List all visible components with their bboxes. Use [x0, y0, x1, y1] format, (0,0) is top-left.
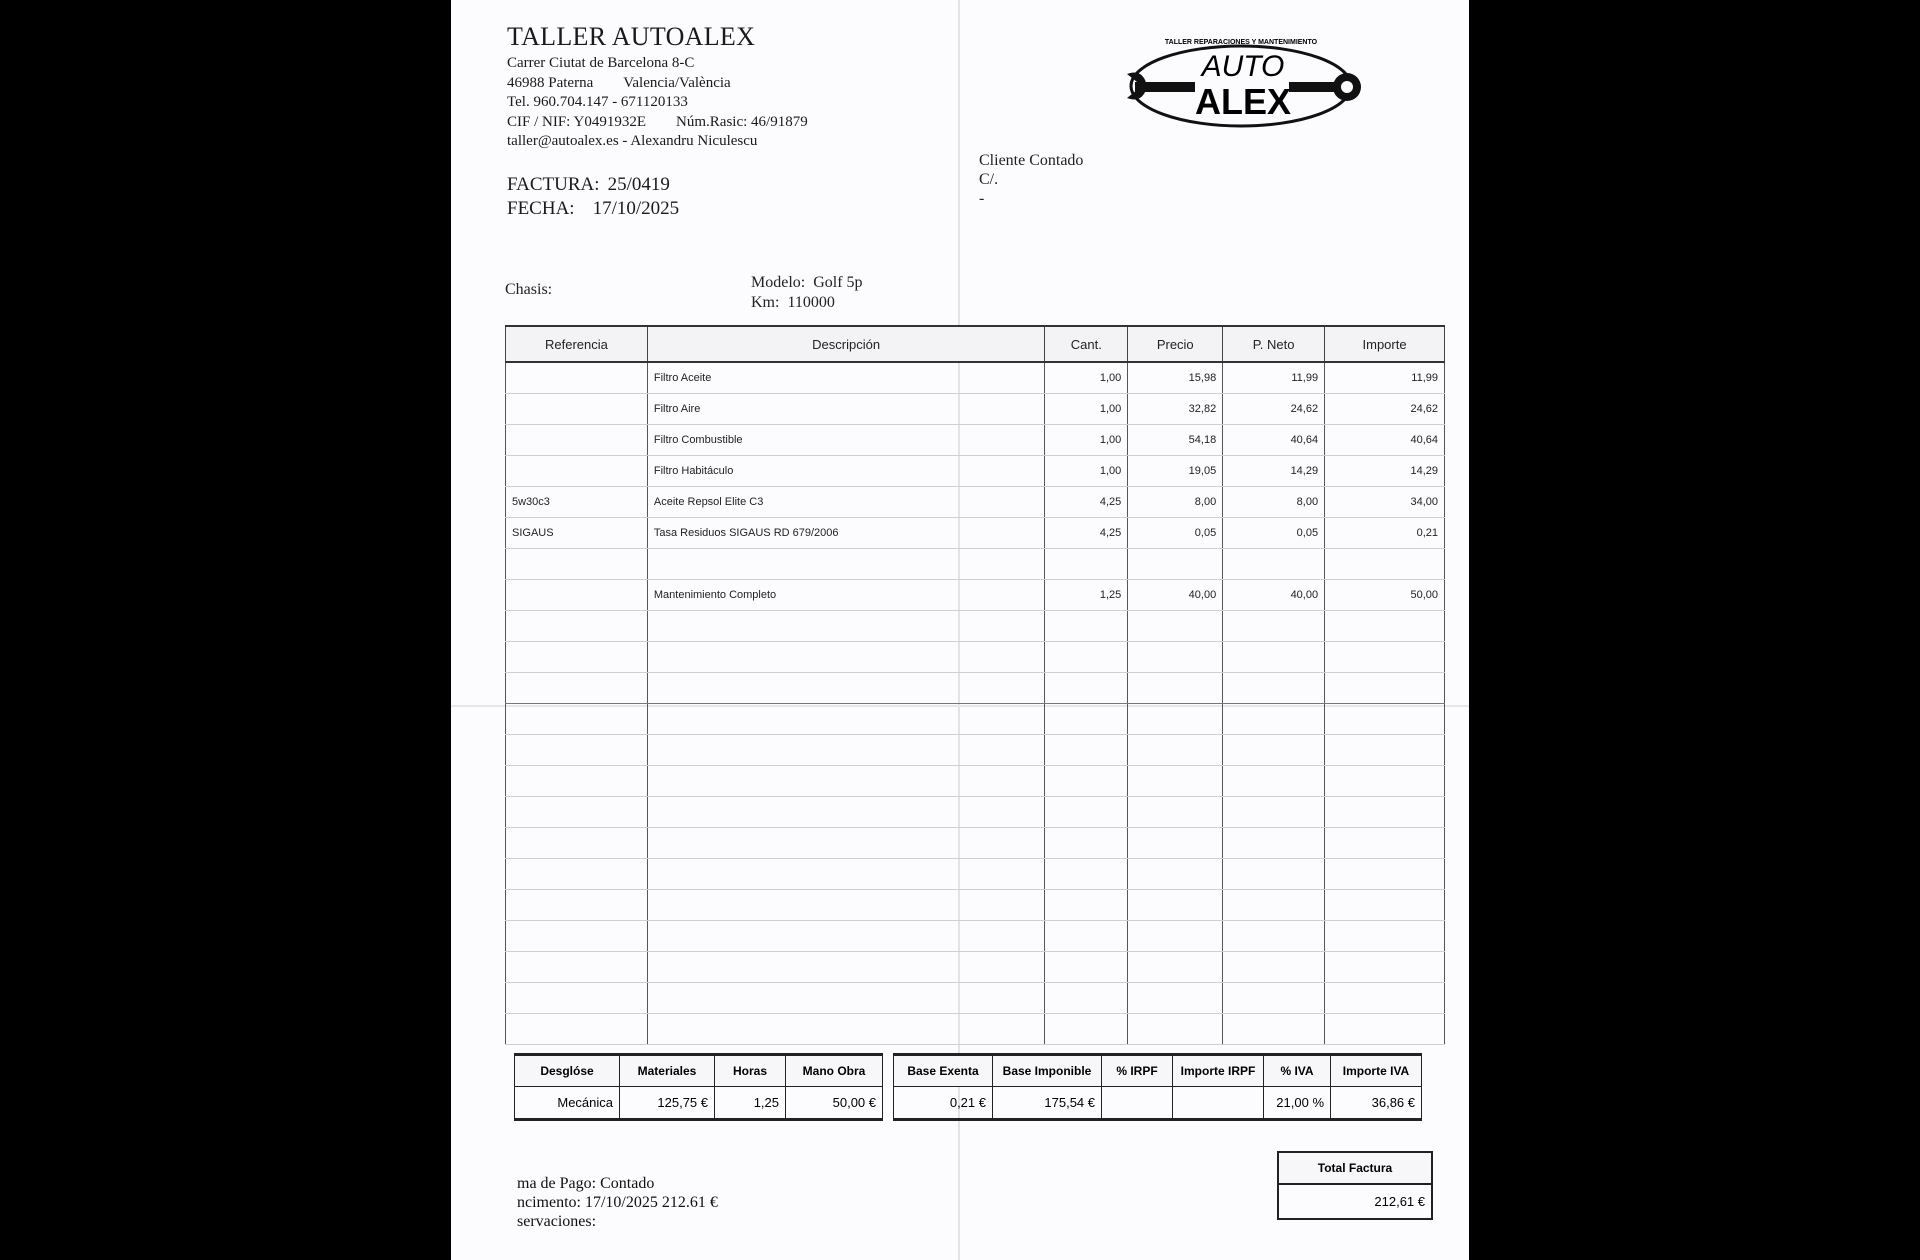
cell-desc — [647, 735, 1045, 766]
cell-cant: 1,25 — [1045, 580, 1128, 611]
base-exenta-header: Base Exenta — [894, 1055, 993, 1087]
company-name: TALLER AUTOALEX — [507, 22, 756, 51]
cell-p-neto: 24,62 — [1223, 394, 1325, 425]
cell-cant — [1045, 952, 1128, 983]
cell-p-neto — [1223, 704, 1325, 735]
cell-importe — [1325, 549, 1445, 580]
cell-precio: 0,05 — [1128, 518, 1223, 549]
factura-line — [507, 173, 679, 197]
client-name: Cliente Contado — [979, 152, 1084, 169]
table-row — [506, 828, 1445, 859]
chasis-label: Chasis: — [505, 281, 553, 298]
cell-ref — [506, 704, 648, 735]
irpf-amount-header: Importe IRPF — [1173, 1055, 1264, 1087]
cell-cant: 1,00 — [1045, 362, 1128, 394]
cell-desc — [647, 952, 1045, 983]
km-label: Km: — [751, 294, 780, 311]
iva-pct-value: 21,00 % — [1264, 1087, 1331, 1120]
cell-precio: 19,05 — [1128, 456, 1223, 487]
company-rasic: Núm.Rasic: 46/91879 — [676, 113, 808, 130]
company-contact: taller@autoalex.es - Alexandru Niculescu — [507, 133, 758, 149]
desglose-header: Desglóse — [515, 1055, 620, 1087]
cell-cant — [1045, 828, 1128, 859]
company-header — [507, 22, 808, 152]
client-block — [979, 151, 1083, 208]
table-row — [506, 704, 1445, 735]
iva-pct-header: % IVA — [1264, 1055, 1331, 1087]
cell-cant — [1045, 983, 1128, 1014]
cell-importe: 34,00 — [1325, 487, 1445, 518]
base-imponible-value: 175,54 € — [993, 1087, 1102, 1120]
table-row — [506, 549, 1445, 580]
cell-precio — [1128, 735, 1223, 766]
company-postal: 46988 Paterna — [507, 74, 594, 91]
cell-cant — [1045, 642, 1128, 673]
items-header-row — [506, 326, 1445, 362]
horas-value: 1,25 — [715, 1087, 786, 1120]
cell-ref — [506, 890, 648, 921]
table-row — [506, 580, 1445, 611]
cell-p-neto — [1223, 611, 1325, 642]
cell-desc — [647, 890, 1045, 921]
tax-summary — [893, 1053, 1422, 1121]
cell-desc: Filtro Habitáculo — [647, 456, 1045, 487]
cell-p-neto — [1223, 549, 1325, 580]
cell-ref — [506, 394, 648, 425]
iva-amount-value: 36,86 € — [1331, 1087, 1422, 1120]
cell-importe: 0,21 — [1325, 518, 1445, 549]
cell-ref — [506, 766, 648, 797]
cell-p-neto — [1223, 859, 1325, 890]
factura-value: 25/0419 — [607, 174, 670, 195]
breakdown-value-row — [515, 1087, 883, 1120]
cell-desc — [647, 1014, 1045, 1045]
cell-p-neto — [1223, 983, 1325, 1014]
cell-precio — [1128, 952, 1223, 983]
table-row — [506, 456, 1445, 487]
cell-p-neto — [1223, 642, 1325, 673]
logo-auto-text: AUTO — [1201, 50, 1285, 83]
col-p-neto: P. Neto — [1223, 326, 1325, 362]
col-referencia: Referencia — [506, 326, 648, 362]
cell-importe — [1325, 611, 1445, 642]
cell-cant: 4,25 — [1045, 487, 1128, 518]
cell-desc — [647, 704, 1045, 735]
cell-precio — [1128, 766, 1223, 797]
invoice-info — [507, 173, 679, 221]
cell-precio: 15,98 — [1128, 362, 1223, 394]
irpf-amount-value — [1173, 1087, 1264, 1120]
company-address: Carrer Ciutat de Barcelona 8-C — [507, 55, 695, 71]
base-exenta-value: 0,21 € — [894, 1087, 993, 1120]
cell-ref — [506, 983, 648, 1014]
client-extra: - — [979, 190, 985, 207]
table-row — [506, 921, 1445, 952]
cell-desc — [647, 828, 1045, 859]
cell-importe — [1325, 642, 1445, 673]
cell-desc: Filtro Aire — [647, 394, 1045, 425]
irpf-pct-value — [1102, 1087, 1173, 1120]
vehicle-chasis — [505, 280, 552, 300]
cell-importe: 14,29 — [1325, 456, 1445, 487]
col-precio: Precio — [1128, 326, 1223, 362]
cell-importe — [1325, 859, 1445, 890]
cell-cant — [1045, 1014, 1128, 1045]
cell-cant — [1045, 673, 1128, 704]
cell-importe: 50,00 — [1325, 580, 1445, 611]
company-location — [507, 74, 808, 94]
cell-cant — [1045, 611, 1128, 642]
cell-precio — [1128, 921, 1223, 952]
cell-precio — [1128, 611, 1223, 642]
table-row — [506, 362, 1445, 394]
cell-cant — [1045, 859, 1128, 890]
cell-ref — [506, 952, 648, 983]
cell-cant — [1045, 704, 1128, 735]
items-table — [505, 325, 1445, 1045]
fecha-label: FECHA: — [507, 198, 575, 219]
desglose-value: Mecánica — [515, 1087, 620, 1120]
cell-ref — [506, 673, 648, 704]
cell-ref — [506, 1014, 648, 1045]
cell-desc: Mantenimiento Completo — [647, 580, 1045, 611]
table-row — [506, 611, 1445, 642]
cell-p-neto — [1223, 890, 1325, 921]
cell-p-neto — [1223, 921, 1325, 952]
autoalex-logo — [1121, 24, 1361, 134]
cell-desc — [647, 859, 1045, 890]
cell-desc — [647, 549, 1045, 580]
cell-ref — [506, 828, 648, 859]
cell-ref — [506, 642, 648, 673]
km-value: 110000 — [787, 294, 835, 311]
tax-value-row — [894, 1087, 1422, 1120]
cell-ref — [506, 456, 648, 487]
cell-p-neto — [1223, 735, 1325, 766]
cell-precio: 40,00 — [1128, 580, 1223, 611]
cell-p-neto: 8,00 — [1223, 487, 1325, 518]
modelo-line — [751, 273, 863, 293]
cell-desc — [647, 611, 1045, 642]
company-ids — [507, 113, 808, 133]
materiales-value: 125,75 € — [620, 1087, 715, 1120]
cell-importe — [1325, 828, 1445, 859]
table-row — [506, 983, 1445, 1014]
cell-p-neto: 0,05 — [1223, 518, 1325, 549]
table-row — [506, 642, 1445, 673]
fecha-value: 17/10/2025 — [592, 198, 680, 219]
payment-notes: servaciones: — [517, 1213, 597, 1230]
cell-ref — [506, 549, 648, 580]
km-line — [751, 293, 863, 313]
table-row — [506, 394, 1445, 425]
cell-precio — [1128, 797, 1223, 828]
cell-importe — [1325, 952, 1445, 983]
breakdown-header-row — [515, 1055, 883, 1087]
table-row — [506, 673, 1445, 704]
logo-alex-text: ALEX — [1194, 81, 1292, 122]
cell-cant: 4,25 — [1045, 518, 1128, 549]
cell-cant — [1045, 797, 1128, 828]
total-value: 212,61 € — [1278, 1184, 1432, 1219]
cell-desc — [647, 673, 1045, 704]
cell-desc: Filtro Combustible — [647, 425, 1045, 456]
cell-ref: SIGAUS — [506, 518, 648, 549]
cell-cant: 1,00 — [1045, 425, 1128, 456]
irpf-pct-header: % IRPF — [1102, 1055, 1173, 1087]
cell-importe — [1325, 766, 1445, 797]
cell-desc — [647, 921, 1045, 952]
cell-p-neto — [1223, 673, 1325, 704]
cell-ref — [506, 797, 648, 828]
cell-cant: 1,00 — [1045, 394, 1128, 425]
invoice-page — [451, 0, 1469, 1260]
cell-cant — [1045, 549, 1128, 580]
cell-precio: 54,18 — [1128, 425, 1223, 456]
cell-importe — [1325, 890, 1445, 921]
cell-precio — [1128, 673, 1223, 704]
table-row — [506, 518, 1445, 549]
cell-precio — [1128, 828, 1223, 859]
cell-importe — [1325, 1014, 1445, 1045]
mano-obra-value: 50,00 € — [786, 1087, 883, 1120]
cell-precio — [1128, 859, 1223, 890]
col-importe: Importe — [1325, 326, 1445, 362]
cell-desc: Tasa Residuos SIGAUS RD 679/2006 — [647, 518, 1045, 549]
iva-amount-header: Importe IVA — [1331, 1055, 1422, 1087]
col-cant: Cant. — [1045, 326, 1128, 362]
cell-p-neto: 40,00 — [1223, 580, 1325, 611]
cell-ref — [506, 921, 648, 952]
cell-precio — [1128, 890, 1223, 921]
cell-ref — [506, 735, 648, 766]
payment-info — [517, 1174, 718, 1231]
cell-ref: 5w30c3 — [506, 487, 648, 518]
cell-importe: 11,99 — [1325, 362, 1445, 394]
cell-p-neto: 40,64 — [1223, 425, 1325, 456]
cell-p-neto — [1223, 797, 1325, 828]
payment-due: ncimento: 17/10/2025 212.61 € — [517, 1194, 718, 1211]
cell-importe — [1325, 704, 1445, 735]
cell-precio — [1128, 549, 1223, 580]
cell-cant — [1045, 921, 1128, 952]
cell-precio — [1128, 642, 1223, 673]
cell-desc: Filtro Aceite — [647, 362, 1045, 394]
table-row — [506, 797, 1445, 828]
cell-p-neto: 14,29 — [1223, 456, 1325, 487]
logo-top-text: TALLER REPARACIONES Y MANTENIMIENTO — [1164, 39, 1318, 46]
col-descripcion: Descripción — [647, 326, 1045, 362]
cell-precio — [1128, 1014, 1223, 1045]
cell-ref — [506, 580, 648, 611]
cell-ref — [506, 362, 648, 394]
cell-importe: 24,62 — [1325, 394, 1445, 425]
cell-importe — [1325, 983, 1445, 1014]
payment-method: ma de Pago: Contado — [517, 1175, 655, 1192]
total-box — [1277, 1151, 1433, 1220]
table-row — [506, 425, 1445, 456]
table-row — [506, 952, 1445, 983]
cell-cant — [1045, 735, 1128, 766]
table-row — [506, 859, 1445, 890]
factura-label: FACTURA: — [507, 174, 600, 195]
table-row — [506, 890, 1445, 921]
fecha-line — [507, 197, 679, 221]
cell-p-neto — [1223, 828, 1325, 859]
company-phone: Tel. 960.704.147 - 671120133 — [507, 94, 688, 110]
breakdown-summary — [514, 1053, 883, 1121]
table-row — [506, 1014, 1445, 1045]
cell-desc — [647, 642, 1045, 673]
base-imponible-header: Base Imponible — [993, 1055, 1102, 1087]
cell-importe: 40,64 — [1325, 425, 1445, 456]
cell-precio: 8,00 — [1128, 487, 1223, 518]
cell-importe — [1325, 673, 1445, 704]
cell-desc — [647, 766, 1045, 797]
tax-header-row — [894, 1055, 1422, 1087]
cell-p-neto — [1223, 952, 1325, 983]
cell-importe — [1325, 735, 1445, 766]
vehicle-model — [751, 273, 863, 313]
cell-ref — [506, 611, 648, 642]
company-tax-id: CIF / NIF: Y0491932E — [507, 113, 647, 130]
total-label: Total Factura — [1278, 1152, 1432, 1184]
company-city: Valencia/València — [623, 74, 731, 91]
client-street: C/. — [979, 171, 999, 188]
materiales-header: Materiales — [620, 1055, 715, 1087]
cell-importe — [1325, 921, 1445, 952]
modelo-value: Golf 5p — [813, 274, 863, 291]
cell-p-neto — [1223, 766, 1325, 797]
cell-desc — [647, 797, 1045, 828]
cell-p-neto — [1223, 1014, 1325, 1045]
cell-precio: 32,82 — [1128, 394, 1223, 425]
cell-cant — [1045, 890, 1128, 921]
cell-importe — [1325, 797, 1445, 828]
table-row — [506, 487, 1445, 518]
mano-obra-header: Mano Obra — [786, 1055, 883, 1087]
cell-p-neto: 11,99 — [1223, 362, 1325, 394]
horas-header: Horas — [715, 1055, 786, 1087]
modelo-label: Modelo: — [751, 274, 806, 291]
cell-desc: Aceite Repsol Elite C3 — [647, 487, 1045, 518]
cell-precio — [1128, 704, 1223, 735]
cell-desc — [647, 983, 1045, 1014]
cell-ref — [506, 425, 648, 456]
cell-cant — [1045, 766, 1128, 797]
cell-precio — [1128, 983, 1223, 1014]
cell-ref — [506, 859, 648, 890]
table-row — [506, 766, 1445, 797]
table-row — [506, 735, 1445, 766]
cell-cant: 1,00 — [1045, 456, 1128, 487]
